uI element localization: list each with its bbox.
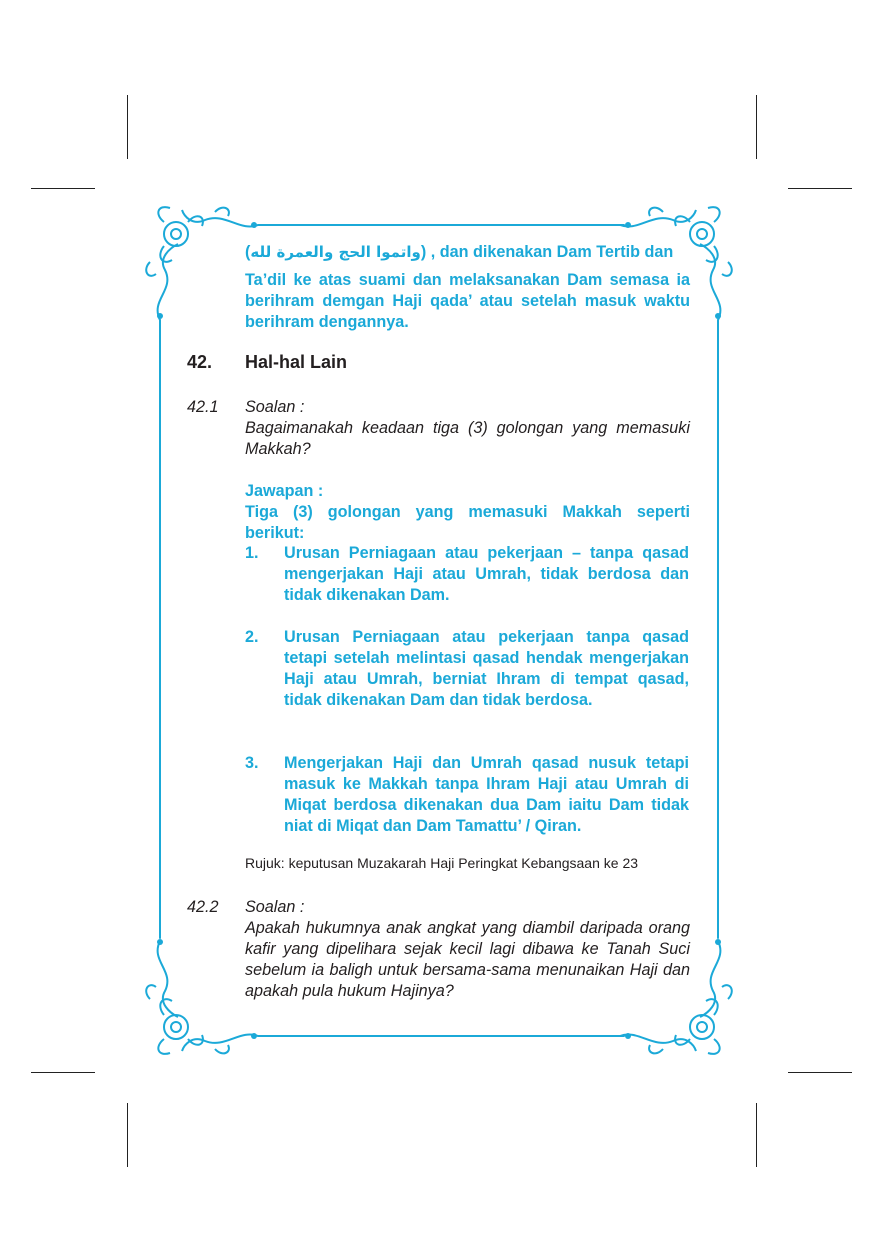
question-text: Bagaimanakah keadaan tiga (3) golongan yang memasuki Makkah? xyxy=(245,419,690,458)
intro-first-line xyxy=(245,242,690,263)
intro-paragraph: Ta’dil ke atas suami dan melaksanakan Dam semasa ia berihram demgan Haji qada’ atau setelah masuk waktu berihram dengannya. xyxy=(245,271,690,331)
question-text: Apakah hukumnya anak angkat yang diambil daripada orang kafir yang dipelihara sejak kecil lagi dibawa ke Tanah Suci sebelum ia baligh untuk bersama-sama menunaikan Haji dan apakah pula hukum Hajinya? xyxy=(245,919,690,1000)
question-number-42-2: 42.2 xyxy=(187,898,219,916)
list-item-number: 1. xyxy=(245,544,259,562)
answer-intro: Tiga (3) golongan yang memasuki Makkah seperti berikut: xyxy=(245,503,690,542)
answer-label: Jawapan : xyxy=(245,482,324,500)
list-item-number: 2. xyxy=(245,628,259,646)
intro-first-line-suffix: ) , dan dikenakan Dam Tertib dan xyxy=(420,243,674,261)
arabic-quote: واتموا الحج والعمرة لله xyxy=(250,243,421,261)
section-title: Hal-hal Lain xyxy=(245,352,348,372)
list-item-text: Mengerjakan Haji dan Umrah qasad nusuk tetapi masuk ke Makkah tanpa Ihram Haji atau Umrah di Miqat berdosa dikenakan dua Dam iaitu Dam tidak niat di Miqat dan Dam Tamattu’ / Qiran. xyxy=(284,754,689,835)
list-item xyxy=(245,753,690,837)
list-item-text: Urusan Perniagaan atau pekerjaan tanpa qasad tetapi setelah melintasi qasad hendak mengerjakan Haji atau Umrah, berniat Ihram di tempat qasad, tidak dikenakan Dam dan tidak berdosa. xyxy=(284,628,689,709)
question-number-42-1: 42.1 xyxy=(187,398,219,416)
question-label: Soalan : xyxy=(245,898,305,916)
list-item-text: Urusan Perniagaan atau pekerjaan – tanpa qasad mengerjakan Haji atau Umrah, tidak berdosa dan tidak dikenakan Dam. xyxy=(284,544,689,604)
list-item xyxy=(245,627,690,732)
list-item xyxy=(245,543,690,606)
question-label: Soalan : xyxy=(245,398,305,416)
intro-open-paren: ( xyxy=(245,243,251,261)
reference-note: Rujuk: keputusan Muzakarah Haji Peringkat Kebangsaan ke 23 xyxy=(245,855,639,871)
list-item-number: 3. xyxy=(245,754,259,772)
section-number: 42. xyxy=(187,352,213,372)
